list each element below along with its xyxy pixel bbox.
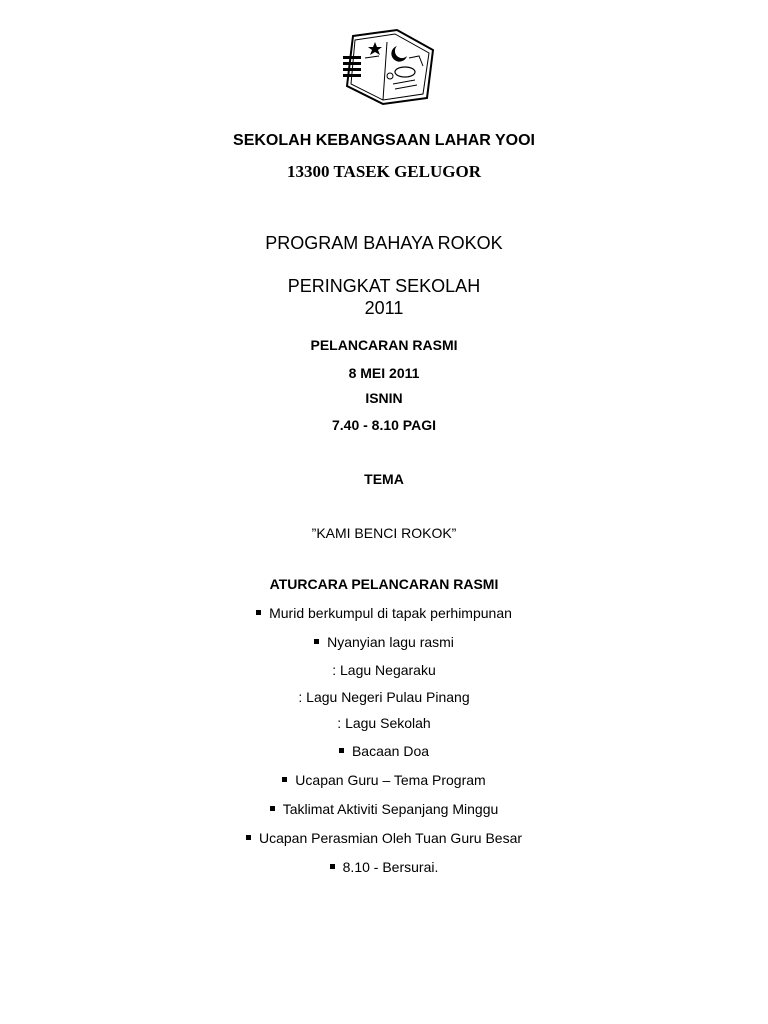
- agenda-item: Ucapan Guru – Tema Program: [0, 772, 768, 788]
- agenda-subitem: : Lagu Negaraku: [332, 662, 436, 678]
- theme-heading: TEMA: [364, 471, 404, 487]
- theme-slogan: ”KAMI BENCI ROKOK”: [311, 525, 457, 541]
- bullet-icon: [330, 864, 335, 869]
- agenda-item: Bacaan Doa: [0, 743, 768, 759]
- agenda-heading: ATURCARA PELANCARAN RASMI: [269, 576, 499, 592]
- school-address: 13300 TASEK GELUGOR: [287, 162, 481, 181]
- agenda-item: 8.10 - Bersurai.: [0, 859, 768, 875]
- school-name: SEKOLAH KEBANGSAAN LAHAR YOOI: [233, 132, 535, 149]
- program-title: PROGRAM BAHAYA ROKOK: [265, 233, 503, 253]
- bullet-icon: [282, 777, 287, 782]
- bullet-icon: [314, 639, 319, 644]
- agenda-item: Taklimat Aktiviti Sepanjang Minggu: [0, 801, 768, 817]
- bullet-icon: [256, 610, 261, 615]
- launch-title: PELANCARAN RASMI: [310, 337, 458, 353]
- agenda-item: Murid berkumpul di tapak perhimpunan: [0, 605, 768, 621]
- agenda-item: Ucapan Perasmian Oleh Tuan Guru Besar: [0, 830, 768, 846]
- launch-time: 7.40 - 8.10 PAGI: [331, 417, 436, 433]
- program-year: 2011: [364, 298, 404, 318]
- launch-day: ISNIN: [365, 390, 403, 406]
- agenda-subitem: : Lagu Negeri Pulau Pinang: [298, 689, 470, 705]
- school-logo: [335, 28, 440, 106]
- agenda-subitem: : Lagu Sekolah: [337, 715, 431, 731]
- program-level: PERINGKAT SEKOLAH: [287, 276, 481, 296]
- bullet-icon: [270, 806, 275, 811]
- bullet-icon: [246, 835, 251, 840]
- bullet-icon: [339, 748, 344, 753]
- agenda-item: Nyanyian lagu rasmi: [0, 634, 768, 650]
- launch-date: 8 MEI 2011: [348, 365, 420, 381]
